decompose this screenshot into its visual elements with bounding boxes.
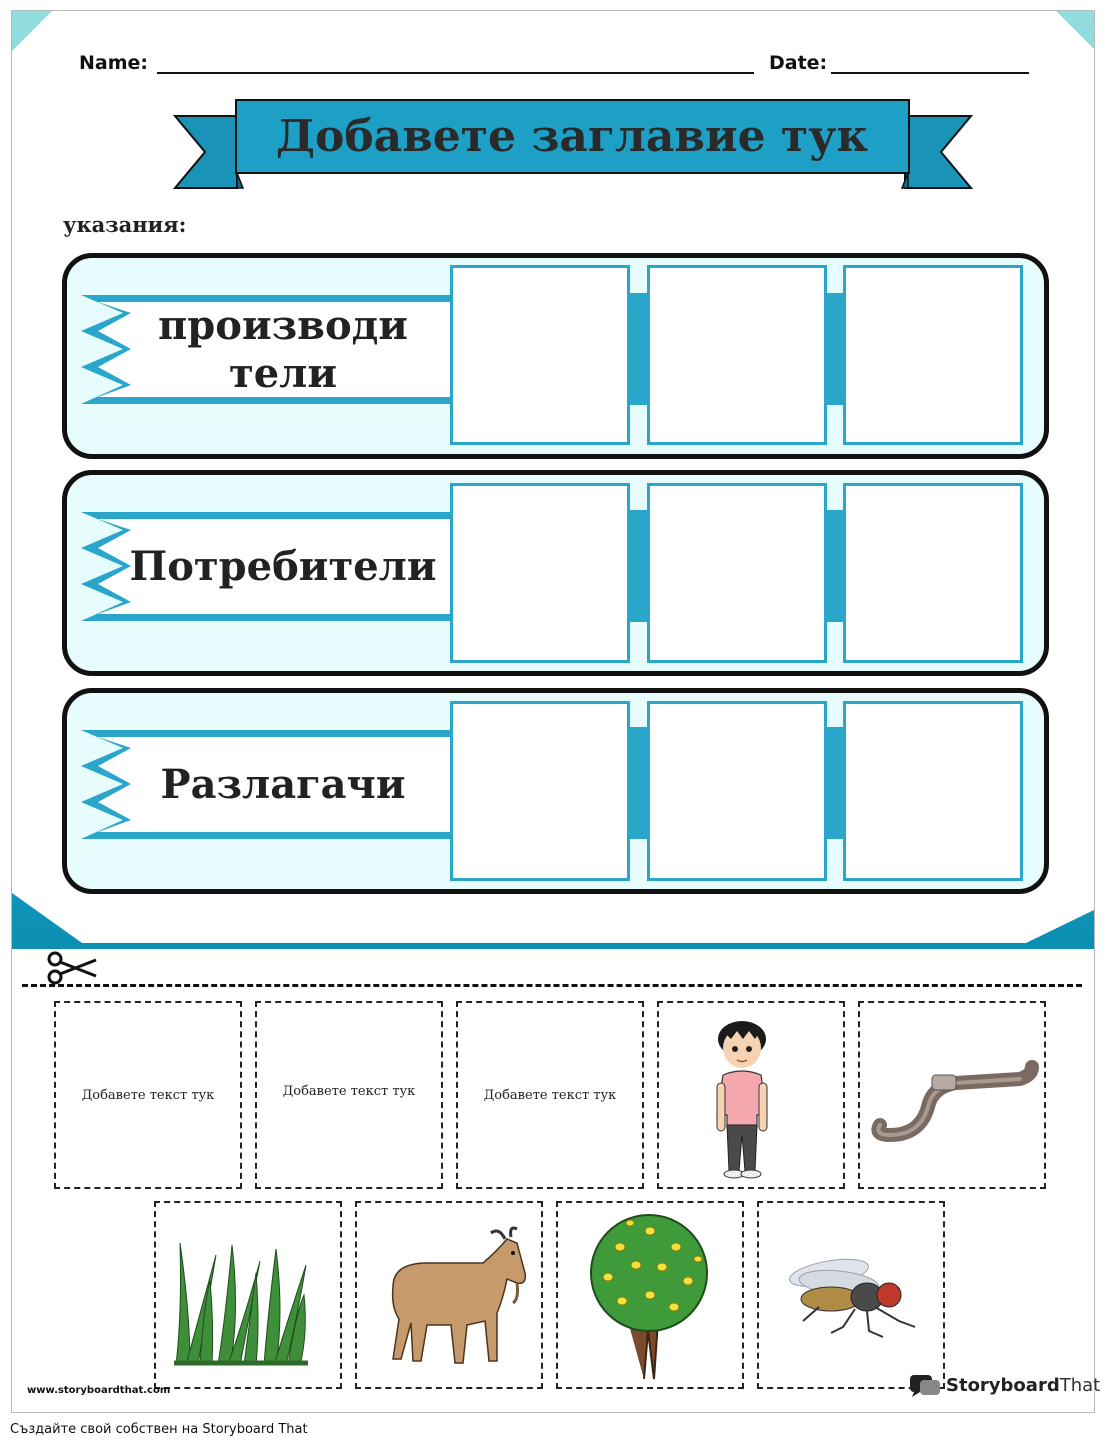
cut-card[interactable]: [757, 1201, 945, 1389]
boy-icon: [659, 1003, 843, 1187]
directions-label: указания:: [63, 212, 187, 237]
chat-bubble-icon: [908, 1373, 942, 1397]
drop-slot[interactable]: [450, 265, 630, 445]
grass-icon: [156, 1203, 340, 1387]
cut-card[interactable]: [456, 1001, 644, 1189]
drop-slot[interactable]: [647, 265, 827, 445]
scissors-icon: [44, 948, 104, 988]
goat-icon: [357, 1203, 541, 1387]
cut-card[interactable]: [556, 1201, 744, 1389]
fly-icon: [759, 1203, 943, 1387]
page-title[interactable]: Добавете заглавие тук: [275, 110, 869, 162]
cut-card[interactable]: [255, 1001, 443, 1189]
logo-word-that: That: [1059, 1374, 1101, 1396]
drop-slot[interactable]: [647, 701, 827, 881]
cut-card[interactable]: [858, 1001, 1046, 1189]
category-label-consumers: Потребители: [129, 543, 437, 590]
site-url[interactable]: www.storyboardthat.com: [27, 1385, 171, 1396]
drop-slot[interactable]: [843, 701, 1023, 881]
cut-card[interactable]: [54, 1001, 242, 1189]
name-label: Name:: [79, 52, 149, 74]
card-text: Добавете текст тук: [483, 1087, 617, 1103]
cut-line: [22, 984, 1082, 987]
drop-slot[interactable]: [450, 483, 630, 663]
card-text: Добавете текст тук: [282, 1083, 416, 1099]
cut-card[interactable]: [154, 1201, 342, 1389]
drop-slot[interactable]: [843, 483, 1023, 663]
cut-card[interactable]: [657, 1001, 845, 1189]
worm-icon: [860, 1003, 1044, 1187]
date-label: Date:: [769, 52, 828, 74]
storyboardthat-logo[interactable]: [908, 1373, 1100, 1397]
drop-slot[interactable]: [843, 265, 1023, 445]
logo-word-storyboard: Storyboard: [946, 1374, 1060, 1396]
category-label-producers: производи тели: [158, 302, 408, 397]
category-label-decomposers: Разлагачи: [160, 761, 406, 808]
drop-slot[interactable]: [647, 483, 827, 663]
card-text: Добавете текст тук: [81, 1087, 215, 1103]
cut-card[interactable]: [355, 1201, 543, 1389]
drop-slot[interactable]: [450, 701, 630, 881]
footer-cta[interactable]: Създайте свой собствен на Storyboard That: [10, 1422, 308, 1437]
lemon-tree-icon: [558, 1203, 742, 1387]
